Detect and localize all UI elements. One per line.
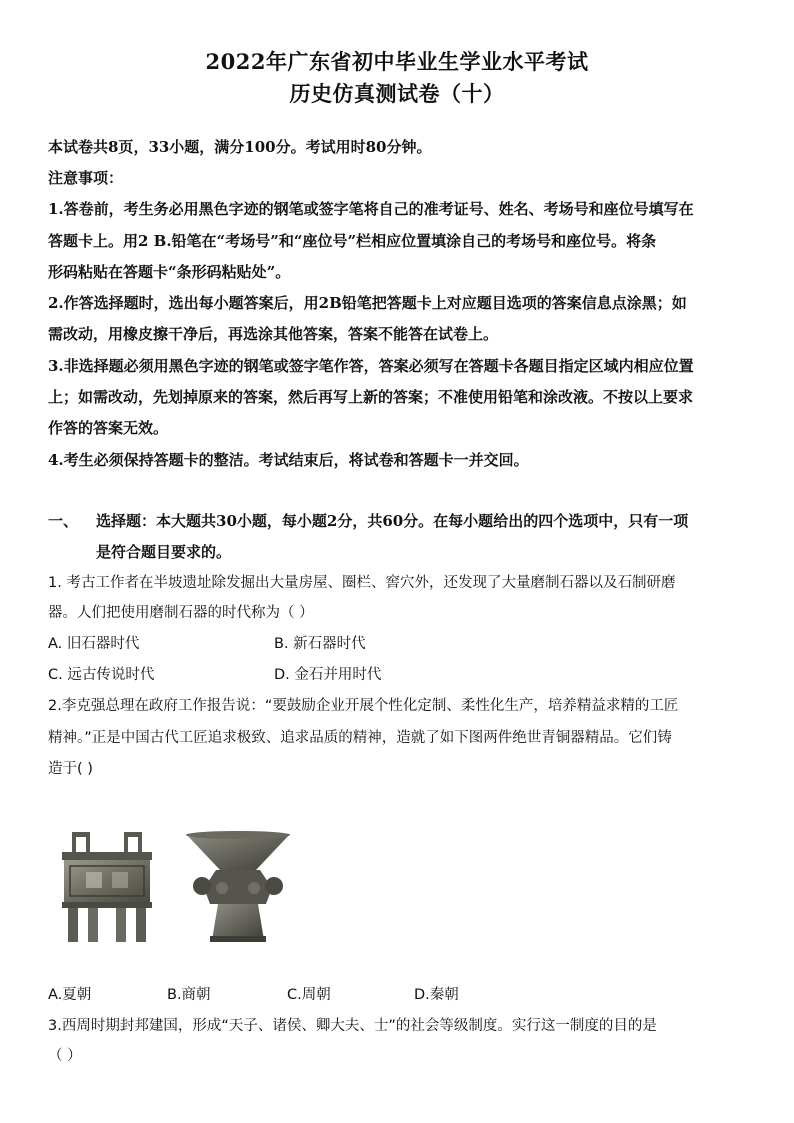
section-heading: 选择题：本大题共30小题，每小题2分，共60分。在每小题给出的四个选项中，只有一项 bbox=[96, 512, 689, 530]
question-1-option-a: A. 旧石器时代 bbox=[48, 636, 140, 652]
question-2-stem: 2.李克强总理在政府工作报告说：“要鼓励企业开展个性化定制、柔性化生产，培养精益求精的工匠 bbox=[48, 698, 679, 714]
exam-title: 2022年广东省初中毕业生学业水平考试 bbox=[205, 49, 589, 74]
question-3-stem: （ ） bbox=[48, 1048, 82, 1064]
note-line: 3.非选择题必须用黑色字迹的钢笔或签字笔作答，答案必须写在答题卡各题目指定区域内相应位置 bbox=[48, 357, 694, 375]
section-heading-cont: 是符合题目要求的。 bbox=[96, 543, 232, 561]
question-3-stem: 3.西周时期封邦建国，形成“天子、诸侯、卿大夫、士”的社会等级制度。实行这一制度的目的是 bbox=[48, 1018, 657, 1034]
note-line: 上；如需改动，先划掉原来的答案，然后再写上新的答案；不准使用铅笔和涂改液。不按以上要求 bbox=[48, 388, 694, 406]
question-2-option-c: C.周朝 bbox=[287, 987, 331, 1003]
notes-heading: 注意事项： bbox=[48, 169, 124, 187]
note-line: 需改动，用橡皮擦干净后，再选涂其他答案，答案不能答在试卷上。 bbox=[48, 325, 499, 343]
note-line: 作答的答案无效。 bbox=[48, 419, 169, 437]
question-1-stem: 1. 考古工作者在半坡遗址除发掘出大量房屋、圈栏、窖穴外，还发现了大量磨制石器以及石制研磨 bbox=[48, 575, 676, 591]
bronze-ding-icon bbox=[56, 828, 158, 946]
exam-subtitle: 历史仿真测试卷（十） bbox=[289, 81, 505, 106]
note-line: 1.答卷前，考生务必用黑色字迹的钢笔或签字笔将自己的准考证号、姓名、考场号和座位号填写在 bbox=[48, 200, 694, 218]
question-2-option-d: D.秦朝 bbox=[414, 987, 459, 1003]
bronze-zun-icon bbox=[182, 830, 294, 944]
note-line: 2.作答选择题时，选出每小题答案后，用2B铅笔把答题卡上对应题目选项的答案信息点涂黑；如 bbox=[48, 294, 687, 312]
question-1-stem: 器。人们把使用磨制石器的时代称为（ ） bbox=[48, 605, 314, 621]
question-2-option-b: B.商朝 bbox=[167, 987, 211, 1003]
question-1-option-b: B. 新石器时代 bbox=[274, 636, 366, 652]
question-1-option-d: D. 金石并用时代 bbox=[274, 667, 382, 683]
question-2-stem: 精神。”正是中国古代工匠追求极致、追求品质的精神，造就了如下图两件绝世青铜器精品。它们铸 bbox=[48, 730, 672, 746]
note-line: 答题卡上。用2 B.铅笔在“考场号”和“座位号”栏相应位置填涂自己的考场号和座位号。将条 bbox=[48, 232, 657, 250]
question-2-stem: 造于( ) bbox=[48, 761, 93, 777]
exam-summary: 本试卷共8页，33小题，满分100分。考试用时80分钟。 bbox=[48, 138, 432, 156]
question-2-option-a: A.夏朝 bbox=[48, 987, 92, 1003]
question-1-option-c: C. 远古传说时代 bbox=[48, 667, 155, 683]
section-number: 一、 bbox=[48, 512, 79, 530]
note-line: 形码粘贴在答题卡“条形码粘贴处”。 bbox=[48, 263, 291, 281]
note-line: 4.考生必须保持答题卡的整洁。考试结束后，将试卷和答题卡一并交回。 bbox=[48, 451, 529, 469]
